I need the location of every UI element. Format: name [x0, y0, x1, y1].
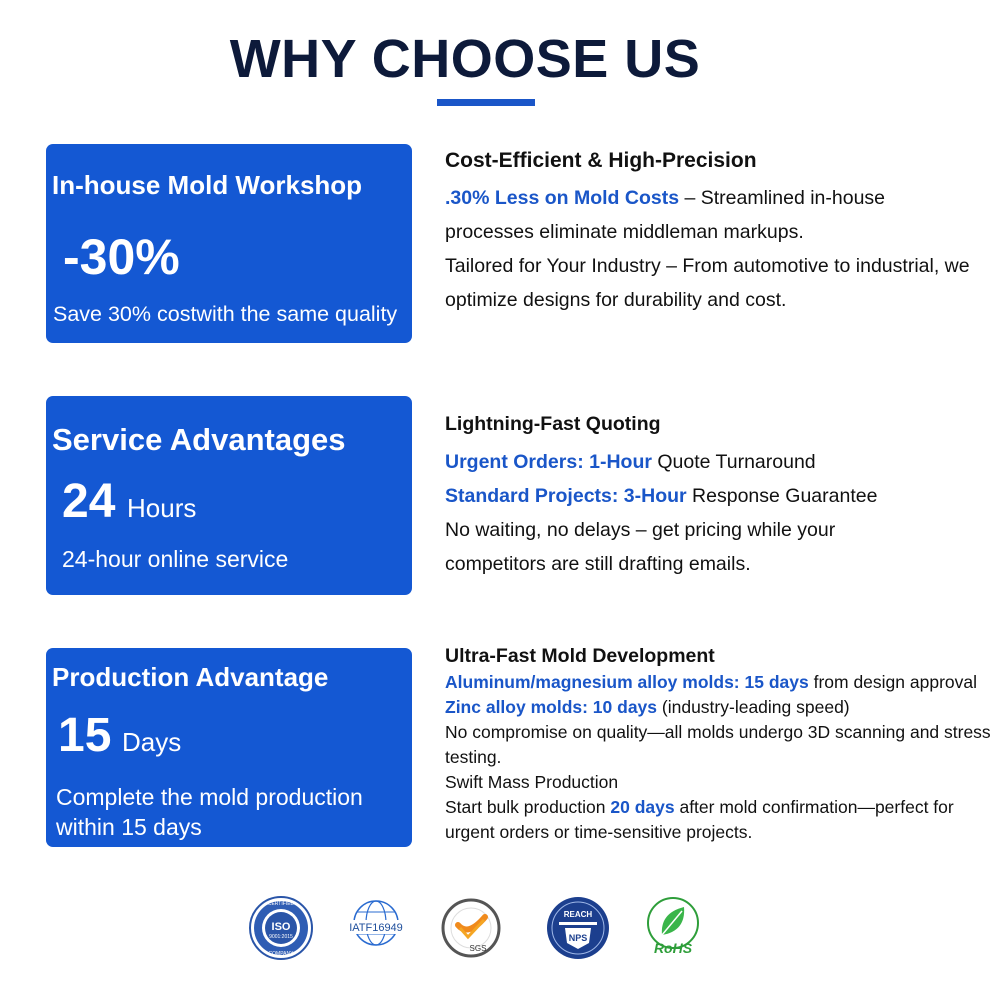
body-text: competitors are still drafting emails. [445, 553, 751, 575]
section-title: Cost-Efficient & High-Precision [445, 149, 757, 172]
section-line [445, 445, 985, 479]
body-text: Tailored for Your Industry – From automotive to industrial, we [445, 255, 970, 277]
section-line [445, 479, 985, 513]
service-advantages-card [46, 396, 412, 595]
card-highlight-value: -30% [63, 229, 180, 285]
highlight-text: 20 days [610, 797, 675, 817]
body-text: Quote Turnaround [651, 451, 816, 473]
card-highlight-value: 15 [58, 709, 112, 762]
section-line [445, 670, 985, 695]
section-line [445, 745, 985, 770]
highlight-text: Urgent Orders: 1-Hour [445, 451, 652, 473]
svg-text:REACH: REACH [563, 910, 593, 919]
card-highlight-value: 24 [62, 475, 116, 528]
section-line [445, 547, 985, 581]
svg-text:SGS: SGS [469, 944, 487, 953]
svg-text:ISO: ISO [271, 921, 291, 933]
section-line [445, 513, 985, 547]
card-highlight-unit: Hours [127, 493, 197, 523]
svg-text:RoHS: RoHS [653, 940, 693, 956]
body-text: urgent orders or time-sensitive projects. [445, 822, 753, 842]
section-line [445, 215, 985, 249]
section-title: Ultra-Fast Mold Development [445, 645, 715, 667]
body-text: Response Guarantee [686, 485, 878, 507]
iatf16949-icon [343, 895, 409, 961]
body-text: Swift Mass Production [445, 772, 619, 792]
card-description: 24-hour online service [62, 546, 289, 572]
body-text: after mold confirmation—perfect for [674, 797, 954, 817]
svg-text:9001:2015: 9001:2015 [269, 934, 293, 940]
body-text: Start bulk production [445, 797, 611, 817]
svg-text:CERTIFIED: CERTIFIED [267, 901, 295, 907]
page-title: WHY CHOOSE US [229, 29, 701, 89]
highlight-text: Zinc alloy molds: 10 days [445, 697, 658, 717]
card-description: Complete the mold production within 15 days [56, 784, 363, 840]
highlight-text: Aluminum/magnesium alloy molds: 15 days [445, 672, 809, 692]
title-underline [437, 99, 535, 106]
reach-icon [545, 895, 611, 961]
svg-text:COMPANY: COMPANY [268, 951, 294, 957]
body-text: No waiting, no delays – get pricing while your [445, 519, 836, 541]
card-description: Save 30% costwith the same quality [53, 302, 398, 326]
certification-logos [248, 895, 708, 965]
svg-text:NPS: NPS [568, 933, 588, 943]
production-advantage-card [46, 648, 412, 847]
svg-text:IATF16949: IATF16949 [349, 922, 403, 934]
card-title: Production Advantage [52, 662, 329, 692]
body-text: No compromise on quality—all molds undergo 3D scanning and stress [445, 722, 991, 742]
section-line [445, 795, 985, 820]
mold-development-section [445, 645, 991, 845]
mold-workshop-card [46, 144, 412, 343]
section-line [445, 283, 985, 317]
section-title: Lightning-Fast Quoting [445, 413, 661, 435]
fast-quoting-section [445, 413, 985, 581]
section-line [445, 720, 991, 745]
card-title: In-house Mold Workshop [52, 170, 363, 200]
section-line [445, 770, 985, 795]
card-highlight-unit: Days [122, 727, 182, 757]
section-line [445, 820, 985, 845]
highlight-text: .30% Less on Mold Costs [445, 187, 680, 209]
section-line [445, 181, 985, 215]
body-text: (industry-leading speed) [657, 697, 850, 717]
card-title: Service Advantages [52, 422, 346, 457]
body-text: testing. [445, 747, 502, 767]
section-line [445, 695, 985, 720]
iso-9001-icon [248, 895, 314, 961]
highlight-text: Standard Projects: 3-Hour [445, 485, 687, 507]
rohs-icon [640, 895, 706, 961]
sgs-icon [438, 895, 504, 961]
body-text: processes eliminate middleman markups. [445, 221, 804, 243]
cost-efficient-section [445, 149, 985, 317]
body-text: – Streamlined in-house [679, 187, 886, 209]
body-text: optimize designs for durability and cost. [445, 289, 787, 311]
body-text: from design approval [808, 672, 978, 692]
section-line [445, 249, 985, 283]
